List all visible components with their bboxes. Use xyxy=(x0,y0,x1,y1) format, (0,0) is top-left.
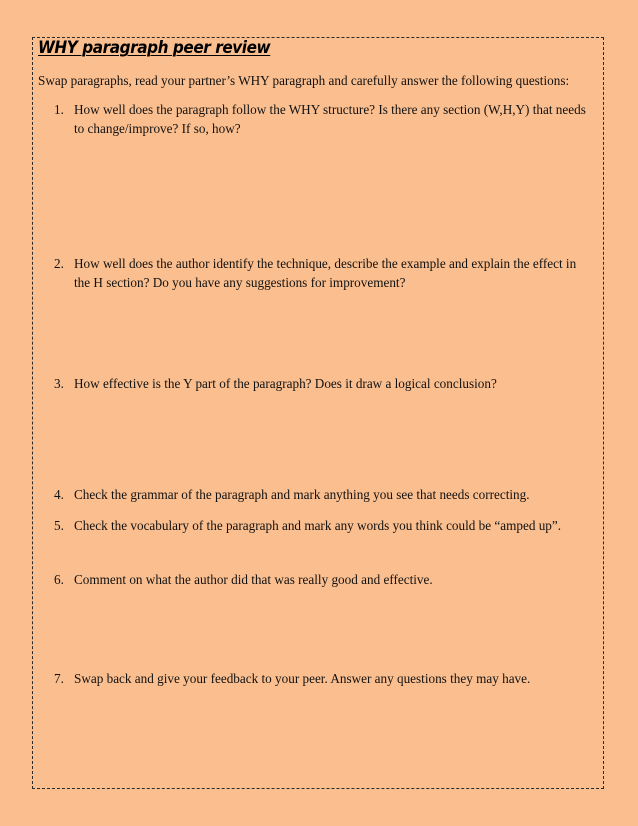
instructions-text: Swap paragraphs, read your partner’s WHY paragraph and carefully answer the following questions: xyxy=(38,73,570,88)
question-text: Comment on what the author did that was really good and effective. xyxy=(74,572,433,587)
question-6 xyxy=(54,570,594,589)
question-5 xyxy=(54,516,594,535)
question-text: Check the grammar of the paragraph and mark anything you see that needs correcting. xyxy=(74,487,530,502)
question-number: 3. xyxy=(54,376,64,391)
question-1 xyxy=(54,100,594,138)
question-number: 5. xyxy=(54,518,64,533)
question-text: Check the vocabulary of the paragraph and mark any words you think could be “amped up”. xyxy=(74,518,562,533)
question-number: 1. xyxy=(54,102,64,117)
question-text: Swap back and give your feedback to your peer. Answer any questions they may have. xyxy=(74,671,531,686)
question-text: How well does the paragraph follow the WHY structure? Is there any section (W,H,Y) that needs to change/improve? If so, how? xyxy=(74,102,586,136)
question-text: How effective is the Y part of the paragraph? Does it draw a logical conclusion? xyxy=(74,376,497,391)
question-4 xyxy=(54,485,594,504)
question-number: 4. xyxy=(54,487,64,502)
page-title: WHY paragraph peer review xyxy=(38,38,271,58)
question-text: How well does the author identify the technique, describe the example and explain the effect in the H section? Do you have any suggestions for improvement? xyxy=(74,256,577,290)
question-7 xyxy=(54,669,594,688)
question-number: 7. xyxy=(54,671,64,686)
question-3 xyxy=(54,374,594,393)
question-number: 6. xyxy=(54,572,64,587)
question-2 xyxy=(54,254,594,292)
question-number: 2. xyxy=(54,256,64,271)
